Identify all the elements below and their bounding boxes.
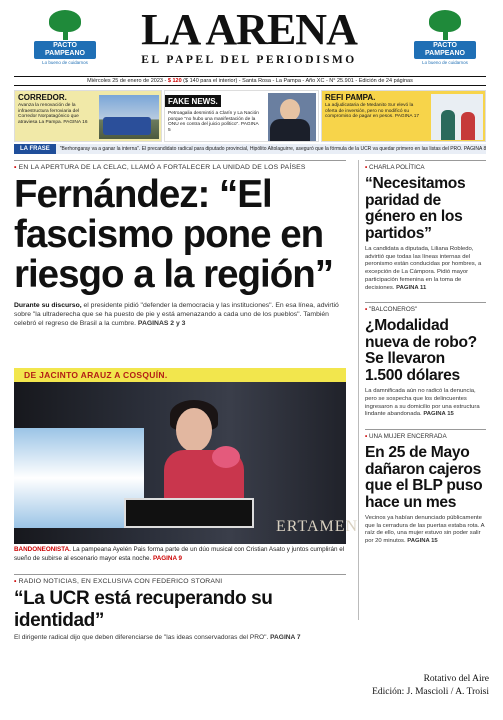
masthead-tagline: EL PAPEL DEL PERIODISMO: [141, 54, 357, 66]
teaser-text: Petroagalia desmintió a Clarín y La Nación porque "no hubo una manifestación de la ONU en contra del juicio político". PAGINA 5: [168, 111, 259, 133]
ucr-headline[interactable]: “La UCR está recuperando su identidad”: [14, 588, 273, 631]
pacto-sub: Lo bueno de cuidarnos: [422, 60, 468, 65]
photo-banner: DE JACINTO ARAUZ A COSQUÍN.: [14, 368, 346, 382]
price: $ 120: [167, 78, 182, 84]
la-frase-text: "Berhongaray va a ganar la interna". El precandidato radical para diputado provincial, Hipólito Altolaguirre, aseguró que la fórmula de la UCR va quedar primero en las listas del PRO. PAGINA 8: [59, 146, 486, 152]
bandoneon: [124, 498, 254, 528]
teaser-row: [14, 90, 486, 142]
tree-icon: [45, 10, 85, 40]
masthead-title: LA ARENA: [141, 5, 357, 54]
main-pages: PAGINAS 2 y 3: [137, 320, 186, 327]
credits: Rotativo del Aire Edición: J. Mascioli / A. Troisi: [372, 674, 489, 697]
teaser-kicker: REFI PAMPA.: [325, 93, 376, 102]
meeting-photo: [431, 94, 483, 140]
side-headline[interactable]: ¿Modalidad nueva de robo? Se llevaron 1.500 dólares: [365, 317, 477, 384]
side-kicker: • UNA MUJER ENCERRADA: [365, 429, 486, 440]
side-headline[interactable]: “Necesitamos paridad de género en los partidos”: [365, 175, 466, 242]
pacto-sub: Lo bueno de cuidarnos: [42, 60, 88, 65]
side-body: La damnificada aún no radicó la denuncia, pero se sospecha que los delincuentes ingresaron a su domicilio por una estructura lindante abandonada. PAGINA 15: [365, 388, 480, 418]
la-frase-bar: [14, 144, 486, 154]
main-story: [14, 160, 359, 641]
newspaper-front-page: [14, 5, 486, 641]
side-column: [358, 160, 486, 620]
bandoneon-photo[interactable]: [14, 368, 359, 544]
side-kicker: • CHARLA POLÍTICA: [365, 160, 486, 171]
teaser-corredor[interactable]: [14, 90, 162, 142]
side-story-robbery: [365, 302, 486, 419]
portrait-photo: [268, 93, 316, 141]
masthead: [114, 6, 384, 76]
teaser-refi-pampa[interactable]: [321, 90, 486, 142]
pacto-pampeano-logo-right: [414, 10, 476, 68]
teaser-kicker: FAKE NEWS.: [165, 95, 221, 107]
train-photo: [99, 95, 159, 139]
ucr-kicker: • RADIO NOTICIAS, EN EXCLUSIVA CON FEDERICO STORANI: [14, 574, 346, 585]
side-story-gender: [365, 160, 486, 292]
performer: [176, 408, 212, 452]
photo-caption: BANDONEONISTA. La pampeana Ayelén Pais forma parte de un dúo musical con Cristian Asato y juntos cumplirán el sueño de subirse al escenario mayor esta noche. PAGINA 9: [14, 546, 345, 562]
stage-sign: ERTAMEN: [276, 518, 359, 535]
pacto-pampeano-logo-left: [34, 10, 96, 68]
main-kicker: • EN LA APERTURA DE LA CELAC, LLAMÓ A FORTALECER LA UNIDAD DE LOS PAÍSES: [14, 160, 346, 171]
side-headline[interactable]: En 25 de Mayo dañaron cajeros que el BLP puso hace un mes: [365, 444, 483, 511]
main-headline[interactable]: Fernández: “El fascismo pone en riesgo a la región”: [14, 173, 334, 296]
side-kicker: • "BALCONEROS": [365, 302, 486, 313]
teaser-text: Avanza la renovación de la infraestructura ferroviaria del Corredor Norpatagónico que atraviesa La Pampa. PAGINA 16: [18, 103, 88, 125]
main-lede: Durante su discurso, el presidente pidió "defender la democracia y las instituciones". En esa línea, advirtió sobre "la ultraderecha que se ha puesto de pie y está amenazando a cada uno de los pueblos". También celebró el regreso de Brasil a la cumbre. PAGINAS 2 y 3: [14, 302, 339, 327]
ucr-story: [14, 574, 346, 641]
teaser-kicker: CORREDOR.: [18, 93, 67, 102]
teaser-fake-news[interactable]: [164, 90, 319, 142]
side-story-atm: [365, 429, 486, 546]
la-frase-label: LA FRASE: [14, 144, 56, 154]
teaser-text: La adjudicataria de Medanito Sur elevó la oferta de inversión, pero no modificó su compromiso de pagar en pesos. PAGINA 17: [325, 103, 420, 120]
tree-icon: [425, 10, 465, 40]
edition-info-line: Miércoles 25 de enero de 2023 - $ 120 ($ 140 para el interior) - Santa Rosa - La Pampa - Año XC - N° 25.901 - Edición de 24 páginas: [14, 76, 486, 86]
side-body: Vecinos ya habían denunciado públicamente que la cerradura de las puertas estaba rota. A raíz de ello, una mujer estuvo sin poder salir por 20 minutos. PAGINA 15: [365, 515, 485, 545]
side-body: La candidata a diputada, Liliana Robledo, advirtió que todas las líneas internas del peronismo están conducidas por hombres, a excepción de La Cámpora. Pidió mayor participación femenina en la toma de decisiones. PAGINA 11: [365, 246, 482, 291]
pacto-label: PACTO PAMPEANO: [414, 41, 476, 59]
pacto-label: PACTO PAMPEANO: [34, 41, 96, 59]
ucr-sub: El dirigente radical dijo que deben diferenciarse de "las ideas conservadoras del PRO". PAGINA 7: [14, 634, 301, 641]
